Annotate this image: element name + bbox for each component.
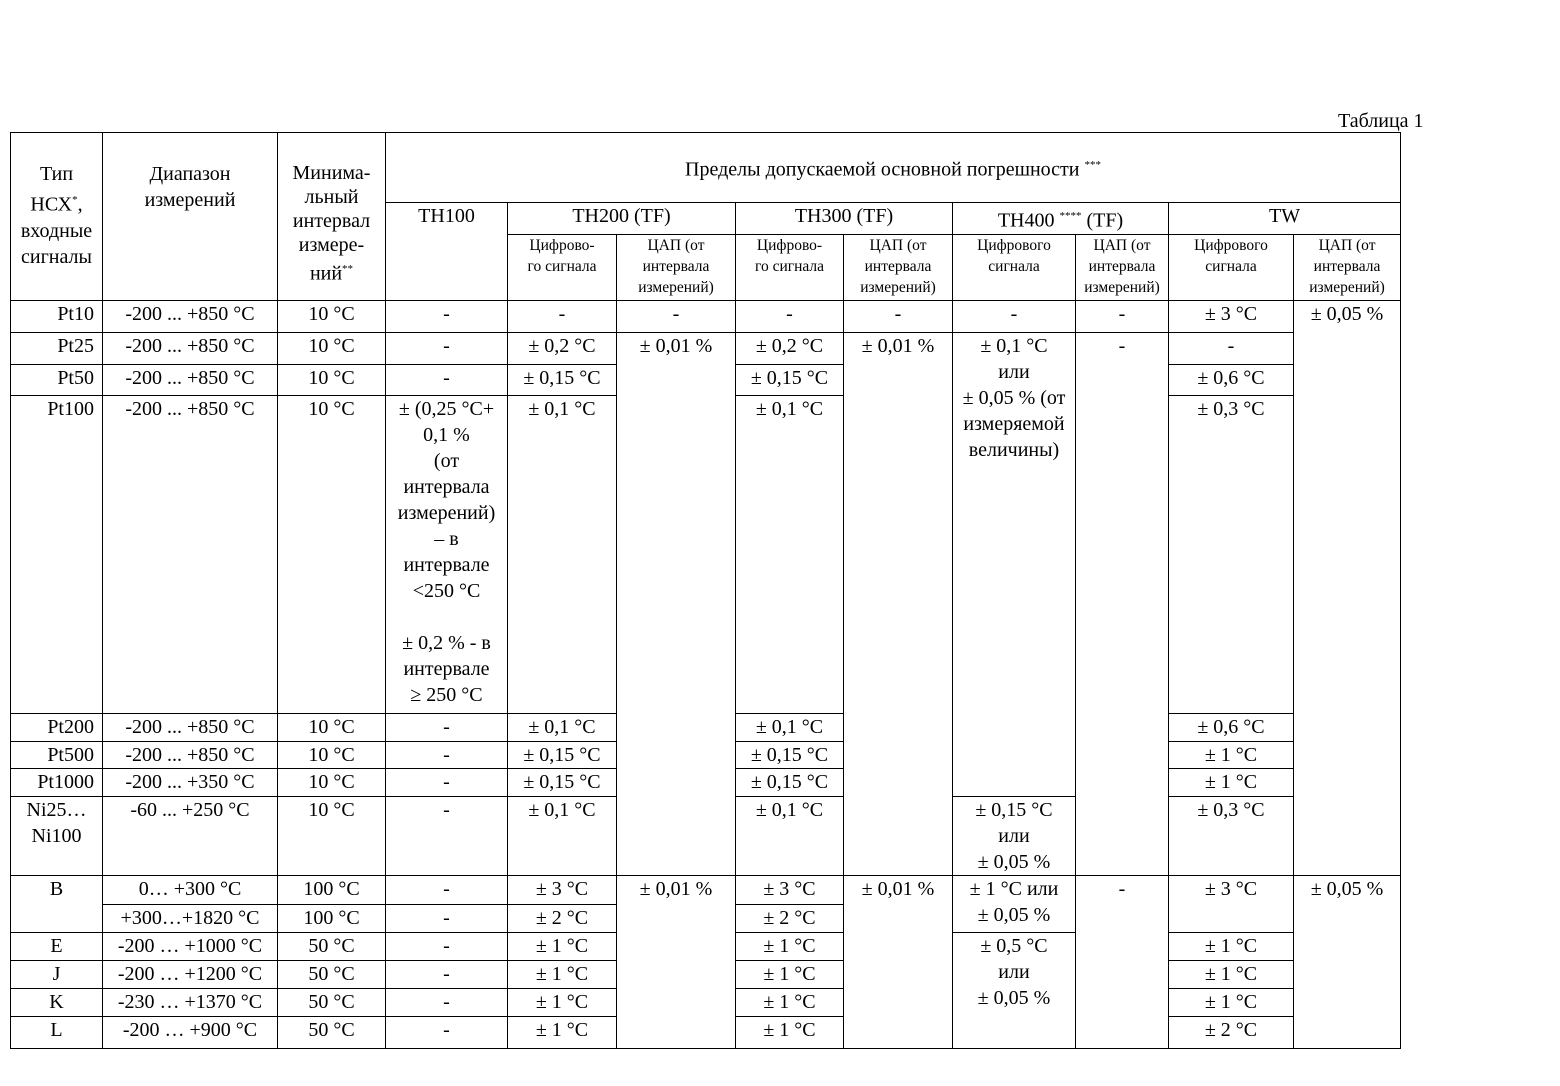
table-cell: - (1076, 300, 1169, 332)
table-cell: ± (0,25 °C+ 0,1 % (от интервала измерений) – в интервале <250 °C ± 0,2 % - в интервале ≥ 250 °C (386, 395, 508, 713)
table-cell: ± 1 °C (736, 988, 844, 1016)
table-cell: -230 … +1370 °C (103, 988, 278, 1016)
table-caption: Таблица 1 (1338, 110, 1424, 132)
table-row (11, 300, 1401, 332)
table-cell: ± 0,1 °C (508, 395, 617, 713)
header-th400 (953, 203, 1169, 235)
table-cell: ± 0,01 % (844, 332, 953, 875)
table-cell: - (386, 713, 508, 741)
sensor-type-cell: Pt500 (11, 741, 103, 768)
footnote-mark: *** (1084, 159, 1101, 172)
table-cell: ± 0,15 °C (736, 741, 844, 768)
sensor-type-cell: J (11, 960, 103, 988)
table-cell: ± 3 °C (736, 875, 844, 904)
header-th400-digital: Цифрового сигнала (953, 234, 1076, 300)
table-cell: - (386, 960, 508, 988)
table-cell: ± 0,1 °C (736, 713, 844, 741)
sensor-type-cell: Pt50 (11, 364, 103, 395)
table-cell: ± 2 °C (508, 904, 617, 932)
table-cell: 10 °C (278, 713, 386, 741)
table-cell: ± 0,01 % (617, 875, 736, 1048)
table-cell: ± 0,2 °C (508, 332, 617, 364)
table-cell: ± 1 °C (736, 932, 844, 960)
table-cell: ± 1 °C (508, 932, 617, 960)
table-cell: ± 0,15 °C (508, 741, 617, 768)
table-cell: ± 0,1 °C (736, 796, 844, 875)
table-cell: 0… +300 °C (103, 875, 278, 904)
table-cell: ± 0,15 °C (508, 364, 617, 395)
table-cell: - (386, 904, 508, 932)
table-cell: -200 ... +850 °C (103, 364, 278, 395)
header-tw: TW (1169, 203, 1401, 235)
sensor-type-cell: Pt25 (11, 332, 103, 364)
table-cell: ± 1 °C (1169, 960, 1294, 988)
table-cell: ± 1 °C (508, 1016, 617, 1048)
table-cell: 10 °C (278, 768, 386, 796)
table-cell: -200 ... +850 °C (103, 713, 278, 741)
table-cell: 10 °C (278, 395, 386, 713)
table-cell: 50 °C (278, 932, 386, 960)
header-th300-dac: ЦАП (от интервала измерений) (844, 234, 953, 300)
header-min-interval (278, 133, 386, 301)
table-cell: 100 °C (278, 904, 386, 932)
table-cell: -200 … +1000 °C (103, 932, 278, 960)
table-cell: ± 0,05 % (1294, 300, 1401, 875)
table-cell: -200 ... +850 °C (103, 332, 278, 364)
table-cell: - (386, 1016, 508, 1048)
header-th300-digital: Цифрово- го сигнала (736, 234, 844, 300)
table-cell: ± 0,5 °C или ± 0,05 % (953, 932, 1076, 1048)
table-cell: - (386, 875, 508, 904)
table-row (11, 875, 1401, 904)
table-cell: +300…+1820 °C (103, 904, 278, 932)
table-cell: ± 0,15 °C (736, 768, 844, 796)
table-cell: ± 2 °C (1169, 1016, 1294, 1048)
table-cell: ± 0,1 °C или ± 0,05 % (от измеряемой величины) (953, 332, 1076, 796)
table-cell: ± 1 °C (508, 988, 617, 1016)
min-interval-label: Минима- льный интервал измере- ний (292, 162, 371, 285)
table-row (11, 332, 1401, 364)
table-cell: ± 0,15 °C или ± 0,05 % (953, 796, 1076, 875)
table-cell: ± 0,01 % (844, 875, 953, 1048)
table-cell: - (386, 988, 508, 1016)
table-cell: ± 1 °C (736, 1016, 844, 1048)
sensor-type-cell: Pt200 (11, 713, 103, 741)
table-cell: - (617, 300, 736, 332)
table-cell: ± 0,2 °C (736, 332, 844, 364)
table-cell: ± 1 °C (1169, 741, 1294, 768)
sensor-type-cell: Pt10 (11, 300, 103, 332)
table-cell: ± 0,1 °C (508, 796, 617, 875)
table-cell: ± 1 °C (1169, 988, 1294, 1016)
table-cell: - (844, 300, 953, 332)
table-cell: 50 °C (278, 1016, 386, 1048)
table-cell: ± 2 °C (736, 904, 844, 932)
table-cell: ± 3 °C (508, 875, 617, 904)
header-th200: TH200 (TF) (508, 203, 736, 235)
th400-suffix: (TF) (1086, 209, 1124, 232)
table-cell: ± 0,1 °C (508, 713, 617, 741)
table-cell: - (386, 364, 508, 395)
table-cell: ± 3 °C (1169, 875, 1294, 932)
limits-label: Пределы допускаемой основной погрешности (685, 158, 1080, 181)
table-cell: ± 0,05 % (1294, 875, 1401, 1048)
table-cell: 10 °C (278, 741, 386, 768)
table-cell: - (1076, 875, 1169, 1048)
header-th300: TH300 (TF) (736, 203, 953, 235)
header-limits (386, 133, 1401, 203)
table-cell: - (386, 768, 508, 796)
table-cell: -60 ... +250 °C (103, 796, 278, 875)
table-cell: ± 0,01 % (617, 332, 736, 875)
header-type: Тип НСХ*, входные сигналы (11, 133, 103, 301)
table-cell: -200 ... +850 °C (103, 741, 278, 768)
error-limits-table (10, 132, 1401, 1049)
header-range: Диапазон измерений (103, 133, 278, 301)
table-cell: -200 ... +350 °C (103, 768, 278, 796)
table-cell: 10 °C (278, 300, 386, 332)
table-cell: 100 °C (278, 875, 386, 904)
table-cell: ± 0,3 °C (1169, 395, 1294, 713)
header-th400-dac: ЦАП (от интервала измерений) (1076, 234, 1169, 300)
sensor-type-cell: K (11, 988, 103, 1016)
table-cell: - (953, 300, 1076, 332)
header-tw-dac: ЦАП (от интервала измерений) (1294, 234, 1401, 300)
table-cell: - (1076, 332, 1169, 875)
table-cell: ± 0,1 °C (736, 395, 844, 713)
table-cell: 10 °C (278, 332, 386, 364)
sensor-type-cell: B (11, 875, 103, 932)
table-cell: ± 0,15 °C (508, 768, 617, 796)
table-cell: - (736, 300, 844, 332)
table-cell: -200 … +900 °C (103, 1016, 278, 1048)
table-cell: -200 ... +850 °C (103, 395, 278, 713)
table-cell: ± 1 °C (1169, 932, 1294, 960)
table-cell: ± 0,6 °C (1169, 364, 1294, 395)
header-tw-digital: Цифрового сигнала (1169, 234, 1294, 300)
table-cell: ± 1 °C (1169, 768, 1294, 796)
table-cell: 50 °C (278, 988, 386, 1016)
table-cell: - (386, 300, 508, 332)
table-cell: -200 ... +850 °C (103, 300, 278, 332)
th400-label: TH400 (997, 209, 1055, 232)
table-cell: - (386, 932, 508, 960)
table-cell: - (508, 300, 617, 332)
sensor-type-cell: E (11, 932, 103, 960)
table-cell: 10 °C (278, 364, 386, 395)
table-cell: ± 0,6 °C (1169, 713, 1294, 741)
table-cell: ± 1 °C (508, 960, 617, 988)
table-cell: ± 1 °C или ± 0,05 % (953, 875, 1076, 932)
header-th100: TH100 (386, 203, 508, 301)
table-cell: -200 … +1200 °C (103, 960, 278, 988)
sensor-type-cell: Pt100 (11, 395, 103, 713)
footnote-mark: ** (342, 263, 354, 275)
table-cell: - (386, 796, 508, 875)
sensor-type-cell: Pt1000 (11, 768, 103, 796)
table-cell: ± 1 °C (736, 960, 844, 988)
table-cell: - (386, 332, 508, 364)
table-cell: - (386, 741, 508, 768)
table-cell: ± 0,15 °C (736, 364, 844, 395)
table-cell: 10 °C (278, 796, 386, 875)
sensor-type-cell: L (11, 1016, 103, 1048)
header-th200-digital: Цифрово- го сигнала (508, 234, 617, 300)
footnote-mark: **** (1059, 210, 1082, 222)
table-cell: ± 0,3 °C (1169, 796, 1294, 875)
table-cell: ± 3 °C (1169, 300, 1294, 332)
table-cell: - (1169, 332, 1294, 364)
table-cell: 50 °C (278, 960, 386, 988)
sensor-type-cell: Ni25… Ni100 (11, 796, 103, 875)
header-th200-dac: ЦАП (от интервала измерений) (617, 234, 736, 300)
